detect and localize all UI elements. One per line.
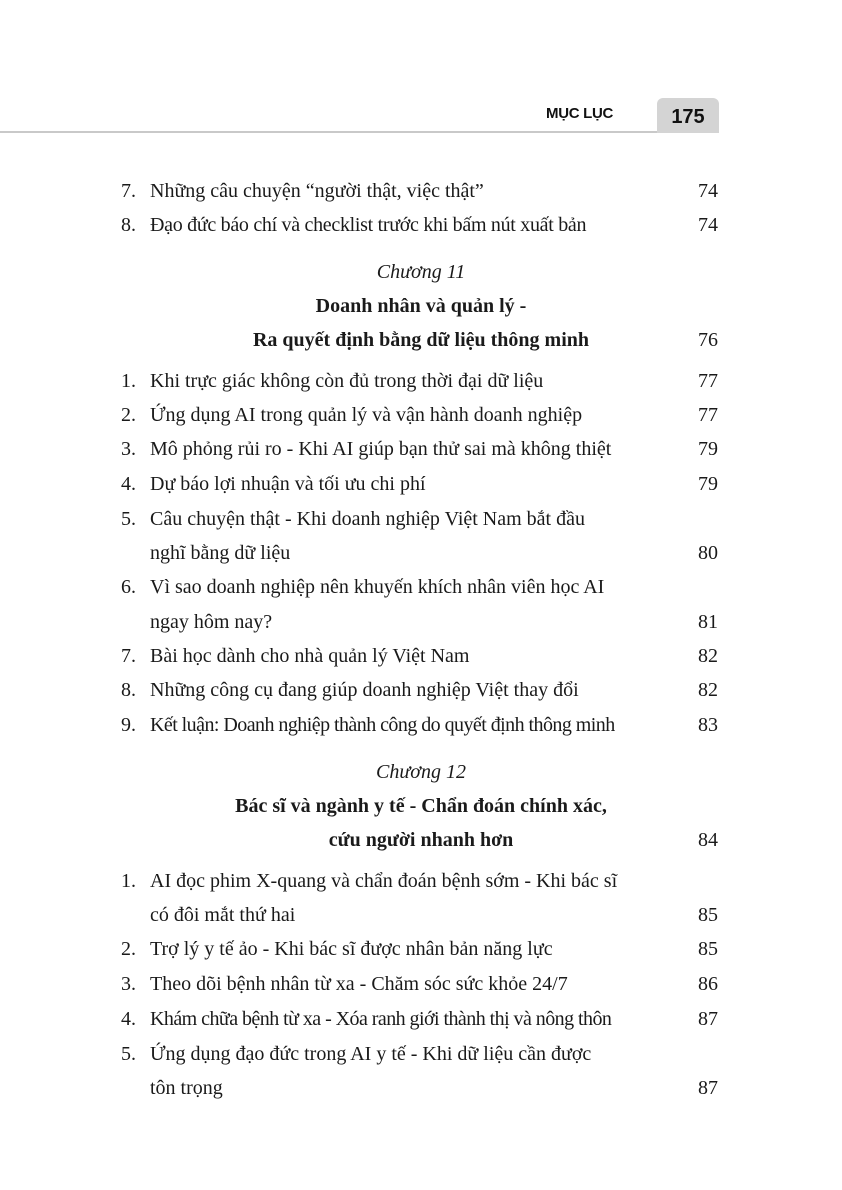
entry-title: Trợ lý y tế ảo - Khi bác sĩ được nhân bản năng lực (150, 938, 553, 960)
entry-number: 1. (121, 370, 136, 392)
entry-number: 2. (121, 404, 136, 426)
entry-title: Những câu chuyện “người thật, việc thật” (150, 180, 484, 202)
entry-number: 2. (121, 938, 136, 960)
toc-entry-continuation[interactable] (0, 538, 842, 568)
entry-page: 79 (698, 438, 718, 460)
entry-title: Khám chữa bệnh từ xa - Xóa ranh giới thành thị và nông thôn (150, 1008, 612, 1030)
toc-entry[interactable] (0, 400, 842, 430)
chapter-heading-row[interactable] (0, 825, 842, 855)
entry-title-continued: ngay hôm nay? (150, 611, 273, 633)
entry-title: Đạo đức báo chí và checklist trước khi bấm nút xuất bản (150, 214, 587, 236)
page-number-tab: 175 (657, 98, 719, 133)
entry-page: 74 (698, 180, 718, 202)
toc-entry[interactable] (0, 366, 842, 396)
running-header-title: MỤC LỤC (546, 105, 614, 122)
entry-number: 9. (121, 714, 136, 736)
toc-entry-continuation[interactable] (0, 1073, 842, 1103)
toc-entry[interactable] (0, 1039, 842, 1069)
entry-title: Theo dõi bệnh nhân từ xa - Chăm sóc sức khỏe 24/7 (150, 973, 568, 995)
entry-page: 86 (698, 973, 718, 995)
entry-title: Vì sao doanh nghiệp nên khuyến khích nhân viên học AI (150, 576, 605, 598)
toc-entry[interactable] (0, 969, 842, 999)
entry-page: 82 (698, 645, 718, 667)
toc-entry[interactable] (0, 469, 842, 499)
chapter-page: 76 (698, 329, 718, 351)
entry-title-continued: tôn trọng (150, 1077, 223, 1099)
entry-page: 74 (698, 214, 718, 236)
entry-number: 5. (121, 1043, 136, 1065)
chapter-label: Chương 11 (376, 261, 466, 283)
entry-number: 6. (121, 576, 136, 598)
entry-number: 7. (121, 180, 136, 202)
toc-entry[interactable] (0, 1004, 842, 1034)
entry-title: Câu chuyện thật - Khi doanh nghiệp Việt Nam bắt đầu (150, 508, 585, 530)
chapter-title-line1: Doanh nhân và quản lý - (315, 295, 527, 317)
entry-number: 8. (121, 679, 136, 701)
entry-title: Khi trực giác không còn đủ trong thời đại dữ liệu (150, 370, 544, 392)
entry-page: 80 (698, 542, 718, 564)
entry-title-continued: nghĩ bằng dữ liệu (150, 542, 291, 564)
toc-entry[interactable] (0, 675, 842, 705)
entry-title: Kết luận: Doanh nghiệp thành công do quyết định thông minh (150, 714, 615, 736)
entry-page: 83 (698, 714, 718, 736)
entry-title: Những công cụ đang giúp doanh nghiệp Việt thay đổi (150, 679, 579, 701)
chapter-label: Chương 12 (376, 761, 466, 783)
entry-title: Dự báo lợi nhuận và tối ưu chi phí (150, 473, 426, 495)
entry-page: 82 (698, 679, 718, 701)
toc-entry-continuation[interactable] (0, 607, 842, 637)
entry-number: 3. (121, 438, 136, 460)
entry-number: 4. (121, 473, 136, 495)
chapter-title-line2: cứu người nhanh hơn (328, 829, 514, 851)
entry-page: 79 (698, 473, 718, 495)
entry-number: 4. (121, 1008, 136, 1030)
entry-page: 77 (698, 370, 718, 392)
entry-number: 7. (121, 645, 136, 667)
toc-entry[interactable] (0, 434, 842, 464)
toc-entry[interactable] (0, 866, 842, 896)
entry-title: Ứng dụng AI trong quản lý và vận hành doanh nghiệp (150, 404, 583, 426)
entry-title: AI đọc phim X-quang và chẩn đoán bệnh sớm - Khi bác sĩ (150, 870, 618, 892)
toc-entry[interactable] (0, 176, 842, 206)
toc-entry[interactable] (0, 210, 842, 240)
entry-number: 8. (121, 214, 136, 236)
entry-number: 3. (121, 973, 136, 995)
toc-entry[interactable] (0, 504, 842, 534)
toc-entry[interactable] (0, 572, 842, 602)
entry-number: 1. (121, 870, 136, 892)
entry-title-continued: có đôi mắt thứ hai (150, 904, 296, 926)
chapter-heading-row[interactable] (0, 325, 842, 355)
entry-title: Ứng dụng đạo đức trong AI y tế - Khi dữ liệu cần được (150, 1043, 592, 1065)
toc-entry[interactable] (0, 641, 842, 671)
toc-entry[interactable] (0, 934, 842, 964)
chapter-page: 84 (698, 829, 718, 851)
entry-page: 87 (698, 1008, 718, 1030)
chapter-title-line1: Bác sĩ và ngành y tế - Chẩn đoán chính xác, (235, 795, 607, 817)
toc-entry[interactable] (0, 710, 842, 740)
entry-page: 85 (698, 904, 718, 926)
chapter-title-line2: Ra quyết định bằng dữ liệu thông minh (252, 329, 589, 351)
entry-number: 5. (121, 508, 136, 530)
entry-title: Bài học dành cho nhà quản lý Việt Nam (150, 645, 470, 667)
entry-page: 87 (698, 1077, 718, 1099)
toc-entry-continuation[interactable] (0, 900, 842, 930)
entry-title: Mô phỏng rủi ro - Khi AI giúp bạn thử sai mà không thiệt (150, 438, 612, 460)
entry-page: 81 (698, 611, 718, 633)
entry-page: 77 (698, 404, 718, 426)
header-rule (0, 131, 719, 133)
entry-page: 85 (698, 938, 718, 960)
